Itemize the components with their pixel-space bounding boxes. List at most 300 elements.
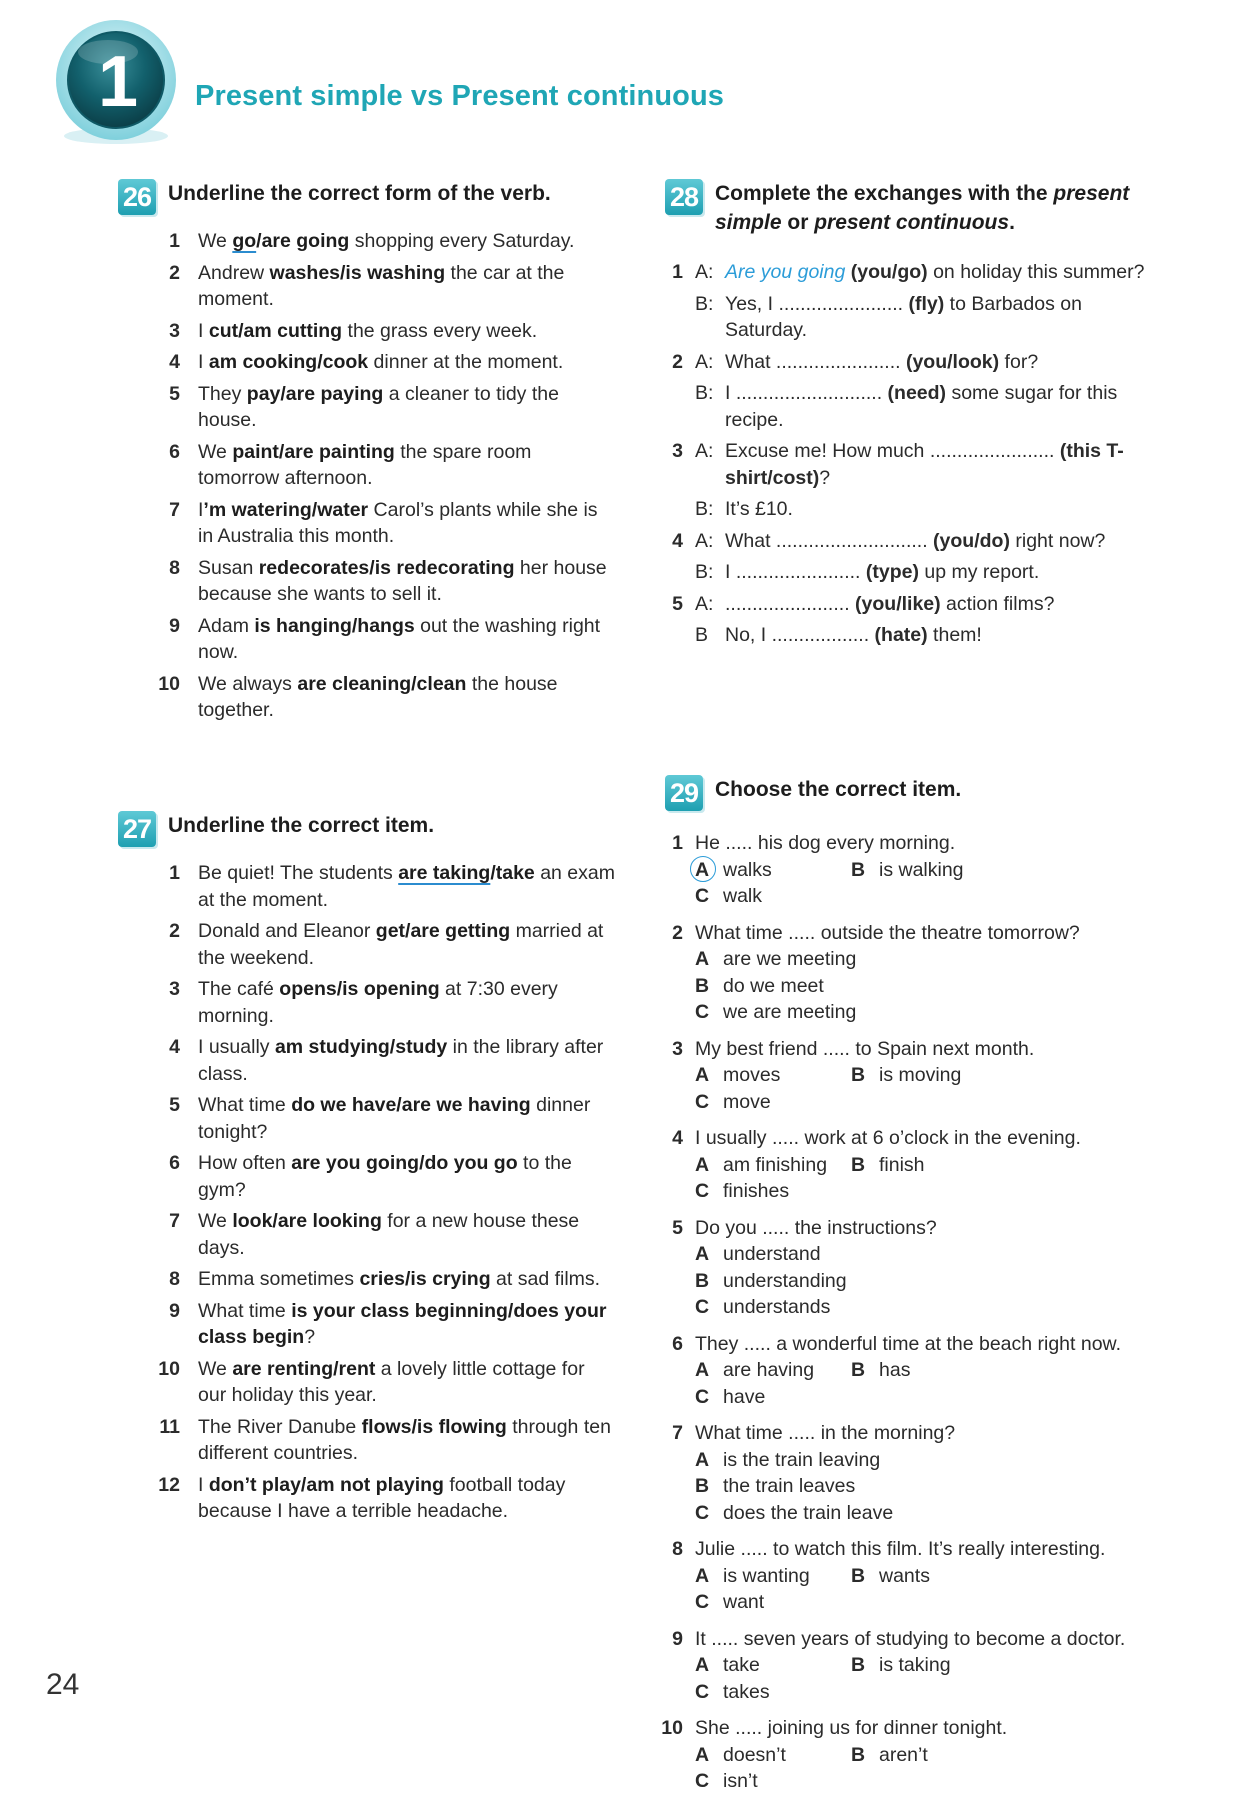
item-text: I	[198, 351, 209, 373]
item-number: 7	[672, 1422, 683, 1444]
answer-option[interactable]	[851, 1563, 1007, 1590]
option-text: finishes	[723, 1180, 790, 1202]
item-number: 11	[159, 1415, 180, 1438]
item-text: We	[198, 1210, 233, 1232]
answer-option[interactable]	[851, 1357, 1007, 1384]
option-letter: A	[695, 1654, 710, 1676]
verb-choice[interactable]: get/are getting	[375, 920, 511, 942]
line-text[interactable]: I .......................	[725, 561, 866, 583]
question-item	[665, 1626, 1160, 1706]
item-text: How often	[198, 1152, 292, 1174]
option-letter: C	[695, 1680, 710, 1703]
item-text: What time	[198, 1299, 292, 1322]
answer-option[interactable]	[695, 1384, 851, 1411]
option-text: takes	[723, 1680, 770, 1703]
answer-option[interactable]	[695, 1563, 851, 1590]
question-text: It ..... seven years of studying to become a doctor.	[695, 1627, 1126, 1650]
line-text: on holiday this summer?	[927, 261, 1145, 283]
option-letter: B	[851, 1359, 866, 1381]
item-text: Be quiet! The students	[198, 862, 399, 884]
option-letter: B	[695, 1475, 710, 1497]
speaker-label: A:	[695, 440, 714, 462]
option-text: are we meeting	[723, 948, 857, 970]
dialogue-line	[695, 380, 1160, 433]
item-number: 8	[169, 556, 180, 579]
option-letter: B	[851, 1153, 866, 1176]
option-text: are having	[723, 1359, 815, 1381]
item-number: 6	[672, 1332, 683, 1355]
verb-choice[interactable]: are renting/rent	[232, 1357, 376, 1380]
verb-choice[interactable]: is hanging/hangs	[254, 614, 415, 637]
question-text: Do you ..... the instructions?	[695, 1216, 937, 1239]
verb-prompt: (fly)	[908, 292, 945, 315]
option-letter: C	[695, 1591, 710, 1613]
verb-choice[interactable]: paint/are painting	[232, 440, 395, 463]
verb-choice[interactable]: am studying/study	[274, 1036, 448, 1058]
answer-options	[695, 1152, 1160, 1205]
verb-prompt: (you/go)	[850, 261, 928, 283]
item-number: 10	[158, 1357, 180, 1380]
verb-choice[interactable]: look/are looking	[232, 1210, 382, 1232]
option-text: move	[723, 1090, 771, 1113]
answer-option[interactable]	[695, 1652, 851, 1679]
item-number: 4	[169, 1036, 180, 1058]
item-text: I usually	[198, 1036, 275, 1058]
item-number: 12	[158, 1473, 180, 1496]
exercise-item	[118, 439, 618, 492]
option-letter: A	[695, 1153, 710, 1176]
item-text: I	[198, 498, 204, 521]
exercise-item	[118, 1298, 618, 1351]
item-number: 2	[672, 350, 683, 373]
item-text: Susan	[198, 556, 259, 579]
item-text: to the gym?	[198, 1152, 572, 1201]
option-letter: C	[695, 1180, 710, 1202]
answer-option[interactable]	[695, 1178, 851, 1205]
line-text: right now?	[1009, 529, 1106, 552]
section-instruction: Underline the correct item.	[168, 814, 435, 837]
speaker-label: B:	[695, 292, 714, 315]
item-text: dinner tonight?	[198, 1094, 591, 1143]
item-number: 6	[169, 440, 180, 463]
answer-option[interactable]	[695, 857, 851, 884]
section-number-badge: 29	[665, 775, 703, 811]
dialogue-line	[695, 496, 1160, 523]
section-number-badge: 26	[118, 179, 156, 215]
option-text: do we meet	[723, 974, 824, 997]
item-number: 7	[169, 498, 180, 521]
option-letter: A	[695, 1064, 710, 1086]
item-text: out the washing right now.	[198, 614, 601, 663]
option-letter: B	[851, 1743, 866, 1766]
exchange-item	[665, 438, 1160, 523]
item-number: 2	[169, 261, 180, 284]
verb-choice[interactable]: /take	[490, 862, 535, 884]
item-text: in the library after class.	[198, 1036, 604, 1085]
item-number: 10	[661, 1717, 683, 1739]
option-letter: B	[851, 1654, 866, 1676]
verb-choice[interactable]: cut/am cutting	[208, 319, 343, 342]
item-number: 6	[169, 1152, 180, 1174]
item-text: a cleaner to tidy the house.	[198, 382, 559, 431]
page-number: 24	[46, 1668, 80, 1701]
option-text: isn’t	[723, 1770, 758, 1792]
line-text: up my report.	[918, 561, 1040, 583]
question-text: What time ..... in the morning?	[695, 1422, 956, 1444]
item-number: 5	[672, 592, 683, 615]
item-text: dinner at the moment.	[368, 351, 564, 373]
option-letter: A	[695, 1564, 710, 1587]
exercise-list	[118, 228, 618, 724]
option-text: has	[879, 1359, 911, 1381]
item-text: Carol’s plants while she is in Australia this month.	[198, 498, 598, 547]
exercise-item	[118, 1472, 618, 1525]
item-number: 7	[169, 1210, 180, 1232]
verb-choice[interactable]: flows/is flowing	[361, 1415, 507, 1438]
item-text: They	[198, 382, 247, 405]
exercise-item	[118, 228, 618, 255]
line-text[interactable]: Yes, I .......................	[725, 292, 909, 315]
option-letter: B	[851, 858, 866, 881]
item-text: What time	[198, 1094, 292, 1116]
option-letter: C	[695, 1090, 710, 1113]
option-text: moves	[723, 1064, 781, 1086]
item-text: Donald and Eleanor	[198, 920, 376, 942]
section-number-badge: 27	[118, 811, 156, 847]
dialogue-line	[695, 591, 1160, 618]
option-text: is taking	[879, 1654, 951, 1676]
item-number: 3	[672, 1037, 683, 1060]
answer-option[interactable]	[695, 1152, 851, 1179]
exchange-item	[665, 259, 1160, 344]
question-item	[665, 1036, 1160, 1116]
item-text: football today because I have a terrible headache.	[198, 1473, 566, 1522]
item-text: the car at the moment.	[198, 261, 565, 310]
item-number: 8	[672, 1538, 683, 1560]
line-text[interactable]: I ...........................	[725, 382, 888, 404]
unit-number: 1	[97, 42, 139, 122]
verb-choice[interactable]: redecorates/is redecorating	[258, 556, 515, 579]
item-text: We	[198, 440, 233, 463]
item-text: the grass every week.	[342, 319, 538, 342]
option-text: am finishing	[723, 1153, 828, 1176]
answer-option[interactable]	[695, 1742, 851, 1769]
item-number: 9	[169, 614, 180, 637]
option-letter: B	[851, 1564, 866, 1587]
verb-choice[interactable]: ’m watering/water	[203, 498, 369, 521]
option-letter: A	[695, 857, 723, 884]
answer-options	[695, 946, 1160, 1026]
item-text: at 7:30 every morning.	[198, 978, 558, 1027]
exercise-list	[665, 259, 1160, 649]
option-text: finish	[879, 1153, 925, 1176]
question-text: He ..... his dog every morning.	[695, 832, 956, 854]
answer-options	[695, 1062, 1160, 1115]
item-text: an exam at the moment.	[198, 862, 615, 911]
item-text: Emma sometimes	[198, 1268, 360, 1290]
exercise-item	[118, 349, 618, 376]
item-text: at sad films.	[490, 1268, 601, 1290]
item-number: 3	[672, 440, 683, 462]
verb-choice[interactable]: washes/is washing	[269, 261, 446, 284]
item-text: Andrew	[198, 261, 270, 284]
verb-prompt: (you/look)	[905, 350, 1000, 373]
verb-prompt: (you/like)	[855, 592, 941, 615]
dialogue-line	[695, 622, 1160, 649]
option-text: understanding	[723, 1269, 847, 1292]
option-letter: A	[695, 1243, 710, 1265]
item-text: Adam	[198, 614, 255, 637]
speaker-label: A:	[695, 350, 714, 373]
exercise-item	[118, 381, 618, 434]
unit-badge	[52, 18, 180, 146]
option-letter: A	[695, 1743, 710, 1766]
item-text: The River Danube	[198, 1415, 362, 1438]
item-number: 4	[672, 529, 683, 552]
verb-choice[interactable]: am cooking/cook	[208, 351, 369, 373]
item-text: married at the weekend.	[198, 920, 604, 969]
answer-option[interactable]	[695, 999, 1160, 1026]
question-item	[665, 1331, 1160, 1411]
option-letter: C	[695, 1501, 710, 1524]
item-text: We	[198, 230, 233, 252]
item-text: a lovely little cottage for our holiday this year.	[198, 1357, 585, 1406]
option-letter: C	[695, 1770, 710, 1792]
answer-option[interactable]	[851, 1742, 1007, 1769]
answer-option[interactable]	[695, 1268, 941, 1295]
underlined-answer[interactable]: go	[232, 230, 257, 252]
question-item	[661, 1715, 1160, 1795]
section-27	[118, 808, 618, 1530]
answer-option[interactable]	[695, 883, 851, 910]
verb-choice[interactable]: are cleaning/clean	[297, 672, 467, 695]
line-text: action films?	[940, 592, 1055, 615]
item-text: shopping every Saturday.	[349, 230, 575, 252]
question-item	[665, 1536, 1160, 1616]
line-text: them!	[927, 624, 982, 646]
option-letter: C	[695, 885, 710, 907]
exercise-item	[118, 1414, 618, 1467]
exercise-item	[118, 555, 618, 608]
line-text[interactable]: It’s £10.	[725, 498, 793, 520]
item-number: 9	[672, 1627, 683, 1650]
answer-option[interactable]	[695, 1357, 851, 1384]
item-number: 4	[169, 351, 180, 373]
line-text: ?	[819, 466, 831, 489]
option-letter: A	[695, 948, 710, 970]
item-number: 4	[672, 1127, 683, 1149]
line-text[interactable]: .......................	[725, 592, 856, 615]
exercise-item	[118, 1150, 618, 1203]
option-text: aren’t	[879, 1743, 928, 1766]
option-text: the train leaves	[723, 1475, 856, 1497]
answer-option[interactable]	[851, 1152, 1007, 1179]
item-number: 10	[158, 672, 180, 695]
dialogue-line	[695, 291, 1160, 344]
exercise-item	[118, 1092, 618, 1145]
option-text: is moving	[879, 1064, 962, 1086]
exercise-item	[118, 318, 618, 345]
item-number: 9	[169, 1299, 180, 1322]
answer-options	[695, 1563, 1160, 1616]
item-number: 8	[169, 1268, 180, 1290]
speaker-label: A:	[695, 592, 714, 615]
answer-option[interactable]	[695, 1447, 941, 1474]
option-text: we are meeting	[723, 1001, 857, 1023]
line-text[interactable]: What ............................	[725, 529, 934, 552]
question-item	[665, 830, 1160, 910]
verb-choice[interactable]: are you going/do you go	[291, 1152, 518, 1174]
option-text: have	[723, 1385, 766, 1408]
verb-prompt: (this T-shirt/cost)	[725, 440, 1124, 489]
item-text: We	[198, 1357, 233, 1380]
verb-prompt: (type)	[865, 561, 919, 583]
option-text: is the train leaving	[723, 1448, 881, 1471]
verb-choice[interactable]: don’t play/am not playing	[208, 1473, 444, 1496]
answer-options	[695, 1241, 1160, 1321]
section-instruction: Choose the correct item.	[715, 778, 962, 801]
item-text: the spare room tomorrow afternoon.	[198, 440, 532, 489]
question-item	[665, 1420, 1160, 1526]
item-number: 5	[672, 1216, 683, 1239]
exercise-item	[118, 1208, 618, 1261]
exchange-item	[665, 528, 1160, 586]
exercise-item	[118, 497, 618, 550]
option-text: want	[723, 1591, 765, 1613]
option-text: understand	[723, 1243, 821, 1265]
option-text: understands	[723, 1296, 831, 1318]
question-text: Julie ..... to watch this film. It’s really interesting.	[695, 1538, 1106, 1560]
question-text: I usually ..... work at 6 o’clock in the evening.	[695, 1127, 1081, 1149]
section-instruction: Complete the exchanges with the present simple or present continuous.	[715, 182, 1130, 234]
answer-option[interactable]	[695, 946, 941, 973]
verb-choice[interactable]: /are going	[256, 230, 350, 252]
answer-option[interactable]	[695, 1768, 851, 1795]
verb-choice[interactable]: do we have/are we having	[291, 1094, 531, 1116]
verb-choice[interactable]: cries/is crying	[359, 1268, 491, 1290]
exercise-list	[118, 860, 618, 1525]
answer-option[interactable]	[695, 1062, 851, 1089]
item-text: the house together.	[198, 672, 558, 721]
item-number: 1	[169, 862, 180, 884]
verb-prompt: (need)	[887, 382, 947, 404]
option-letter: A	[695, 1359, 710, 1381]
item-text: The café	[198, 978, 280, 1000]
option-letter: C	[695, 1296, 710, 1318]
dialogue-line	[695, 528, 1160, 555]
option-text: is walking	[879, 858, 964, 881]
item-number: 1	[672, 261, 683, 283]
answer-option[interactable]	[695, 1089, 851, 1116]
item-number: 3	[169, 319, 180, 342]
section-number-badge: 28	[665, 179, 703, 215]
item-text: ?	[304, 1326, 316, 1348]
question-text: She ..... joining us for dinner tonight.	[695, 1717, 1008, 1739]
option-letter: B	[695, 1269, 710, 1292]
option-text: take	[723, 1654, 760, 1676]
exchange-item	[665, 591, 1160, 649]
question-text: My best friend ..... to Spain next month.	[695, 1037, 1035, 1060]
exchange-item	[665, 349, 1160, 434]
option-text: walks	[723, 858, 772, 881]
item-number: 1	[169, 230, 180, 252]
speaker-label: B:	[695, 382, 714, 404]
item-number: 5	[169, 382, 180, 405]
item-text: We always	[198, 672, 298, 695]
page-title: Present simple vs Present continuous	[195, 80, 724, 112]
item-number: 2	[169, 920, 180, 942]
answer-option[interactable]	[851, 1062, 1007, 1089]
item-text: I	[198, 1473, 209, 1496]
answer-option[interactable]	[695, 973, 941, 1000]
dialogue-line	[695, 559, 1160, 586]
question-item	[665, 920, 1160, 1026]
speaker-label: B	[695, 624, 709, 646]
answer-options	[695, 857, 1160, 910]
verb-choice[interactable]: is your class beginning/does your class begin	[198, 1299, 607, 1348]
answer-option[interactable]	[695, 1473, 941, 1500]
speaker-label: A:	[695, 261, 714, 283]
option-letter: A	[695, 1448, 710, 1471]
verb-choice[interactable]: pay/are paying	[246, 382, 384, 405]
line-text[interactable]: Excuse me! How much .......................	[725, 440, 1060, 462]
dialogue-line	[695, 259, 1160, 286]
option-letter: B	[695, 974, 710, 997]
option-letter: C	[695, 1385, 710, 1408]
answer-option[interactable]	[695, 1500, 1160, 1527]
answer-option[interactable]	[695, 1589, 851, 1616]
option-text: is wanting	[723, 1564, 810, 1587]
option-letter: B	[851, 1064, 866, 1086]
dialogue-line	[695, 438, 1160, 491]
underlined-answer[interactable]: are taking	[398, 862, 491, 884]
verb-prompt: (hate)	[874, 624, 928, 646]
exercise-item	[118, 671, 618, 724]
section-29	[661, 772, 1160, 1805]
answer-option[interactable]	[695, 1241, 941, 1268]
exercise-item	[118, 860, 618, 913]
line-text: for?	[999, 350, 1039, 373]
exercise-item	[118, 918, 618, 971]
filled-answer: Are you going	[725, 261, 846, 283]
item-text: through ten different countries.	[198, 1415, 611, 1464]
exercise-list	[661, 830, 1160, 1795]
question-item	[665, 1125, 1160, 1205]
option-text: does the train leave	[723, 1501, 894, 1524]
answer-option[interactable]	[695, 1679, 851, 1706]
speaker-label: B:	[695, 561, 714, 583]
answer-option[interactable]	[695, 1294, 1160, 1321]
option-text: wants	[879, 1564, 930, 1587]
item-number: 2	[672, 921, 683, 944]
answer-option[interactable]	[851, 1652, 1007, 1679]
verb-choice[interactable]: opens/is opening	[279, 978, 440, 1000]
answer-option[interactable]	[851, 857, 1007, 884]
item-text: her house because she wants to sell it.	[198, 556, 607, 605]
answer-options	[695, 1357, 1160, 1410]
answer-options	[695, 1447, 1160, 1527]
line-text: to Barbados on Saturday.	[725, 292, 1082, 341]
question-text: They ..... a wonderful time at the beach right now.	[695, 1332, 1121, 1355]
speaker-label: A:	[695, 529, 714, 552]
section-26	[118, 176, 618, 729]
line-text[interactable]: No, I ..................	[725, 624, 875, 646]
option-text: doesn’t	[723, 1743, 786, 1766]
item-number: 3	[169, 978, 180, 1000]
verb-prompt: (you/do)	[933, 529, 1010, 552]
item-text: I	[198, 319, 209, 342]
line-text[interactable]: What .......................	[725, 350, 906, 373]
